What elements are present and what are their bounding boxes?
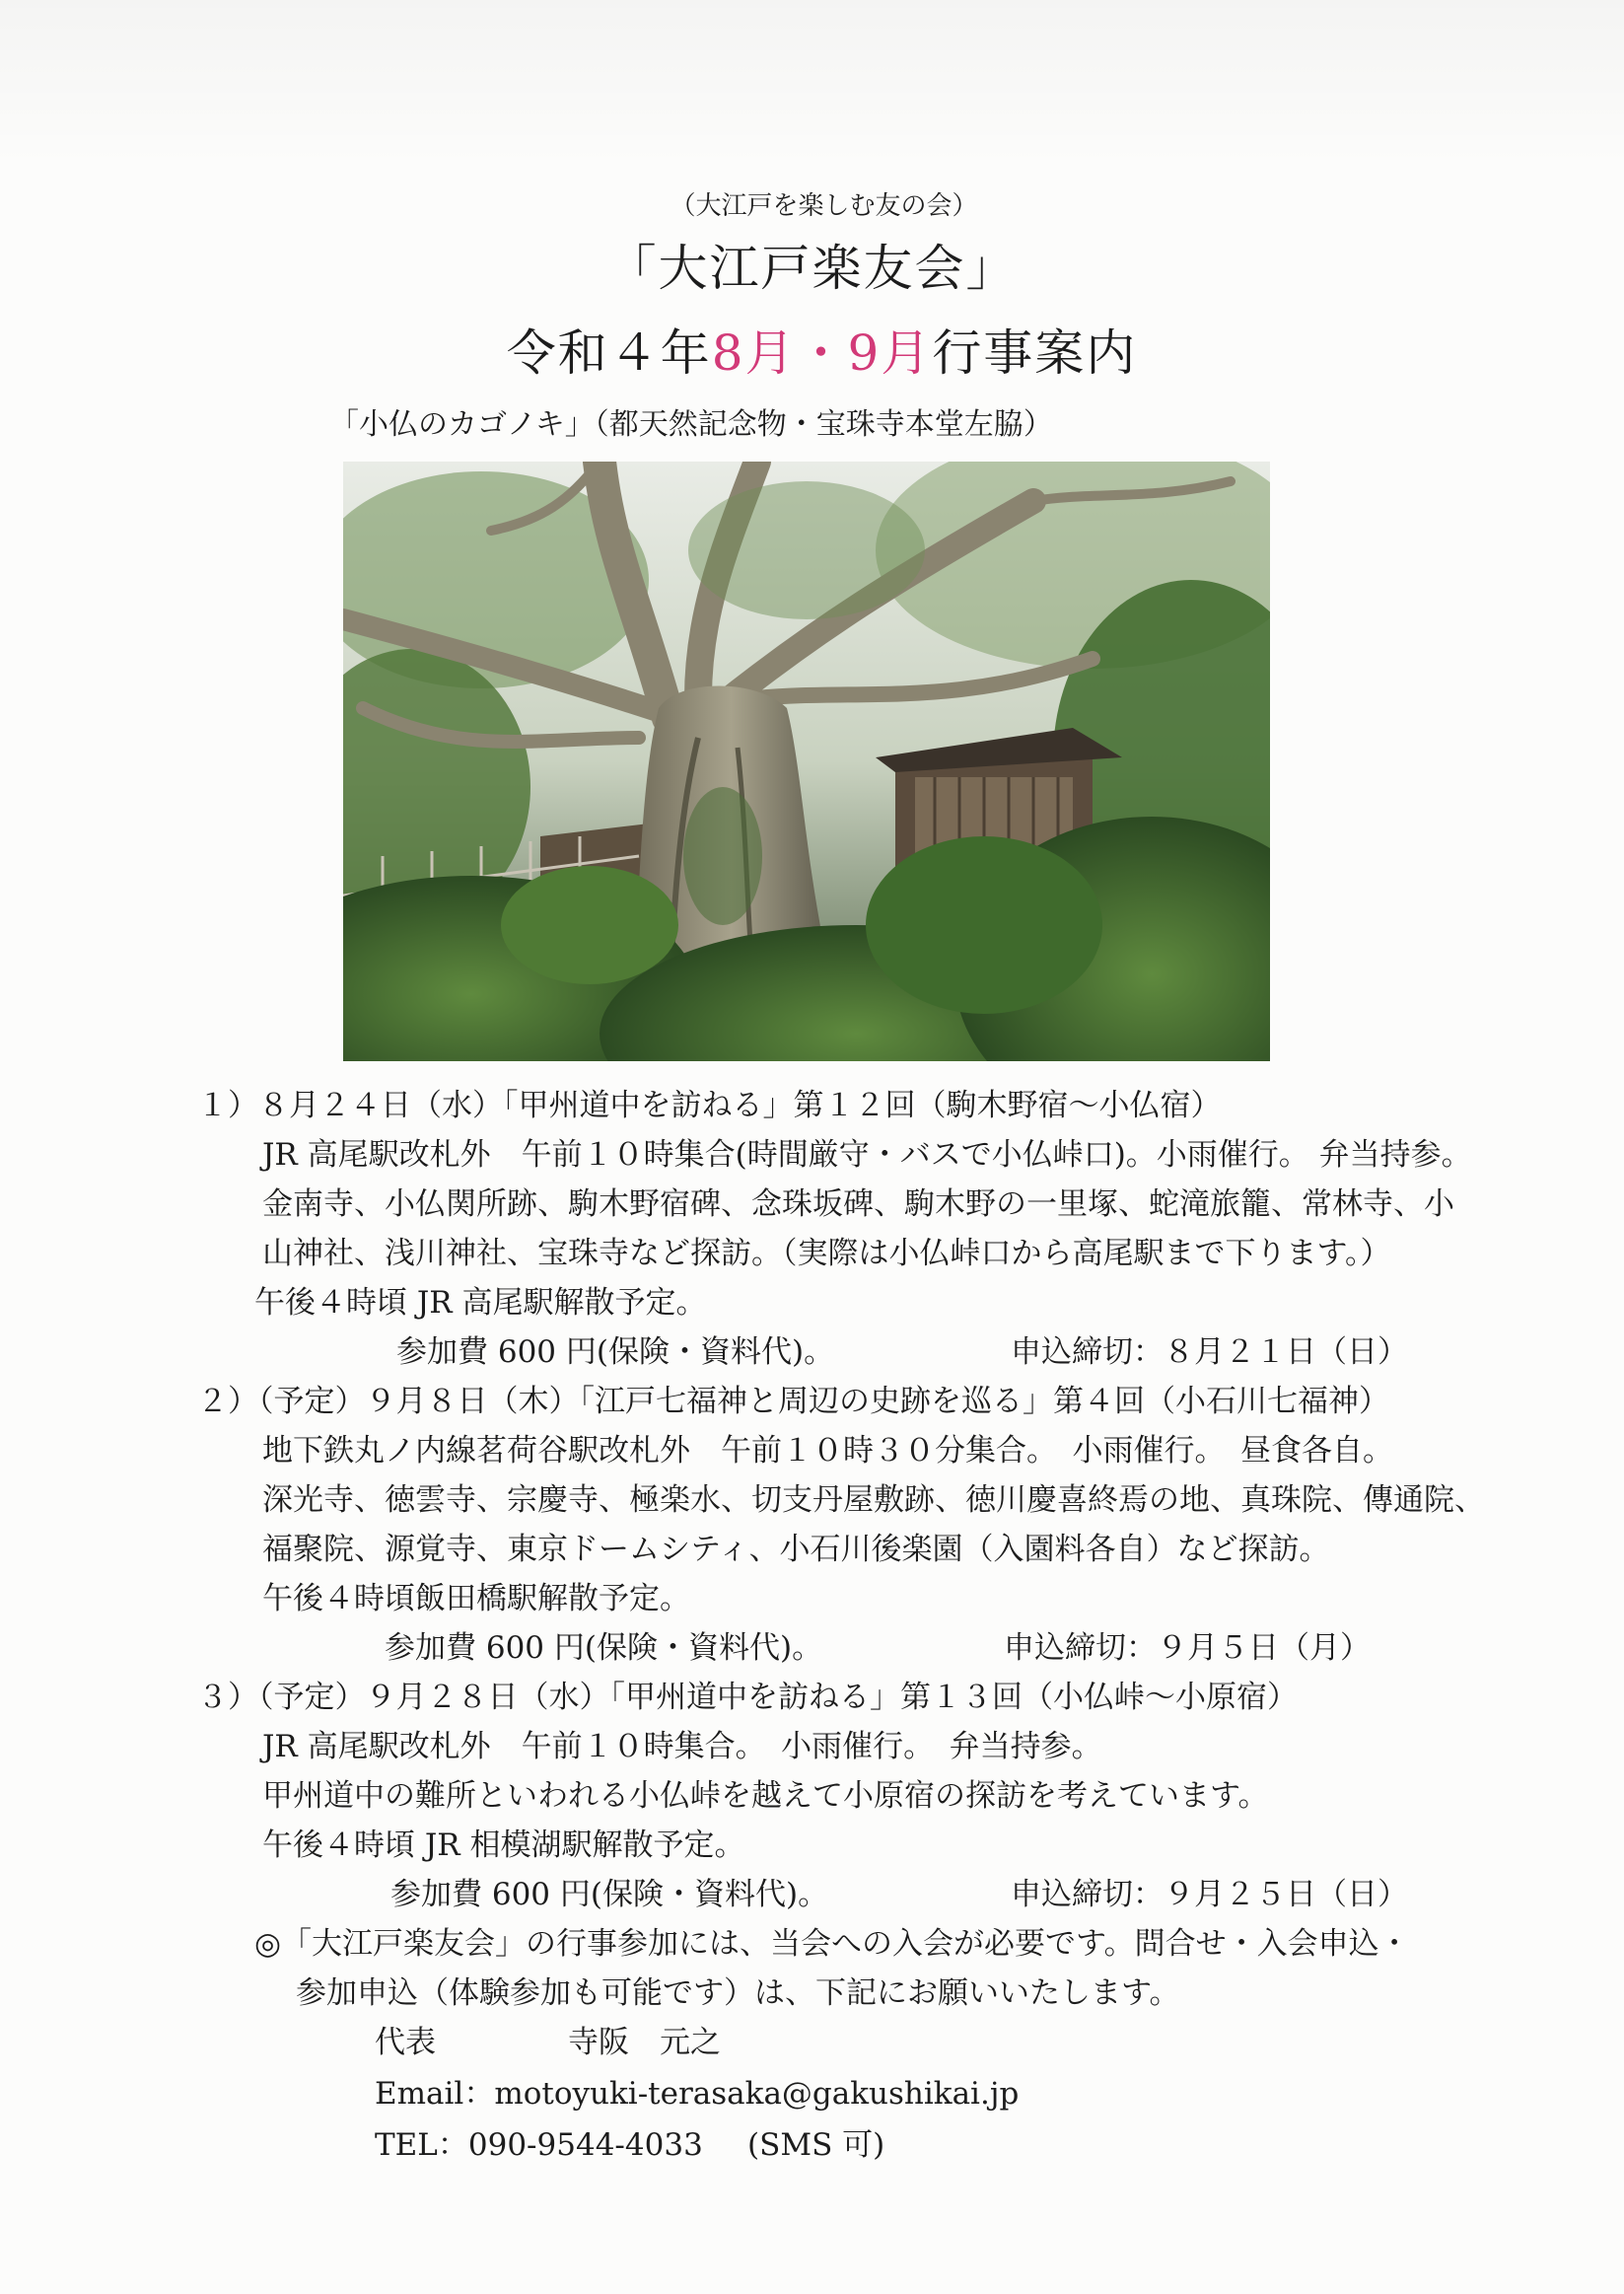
event-2-deadline: 申込締切：９月５日（月） <box>1004 1630 1371 1666</box>
event-1-meeting: JR 高尾駅改札外 午前１０時集合(時間厳守・バスで小仏峠口)。小雨催行。 弁当持参。 <box>262 1137 1472 1173</box>
event-3-dismissal: 午後４時頃 JR 相模湖駅解散予定。 <box>262 1828 745 1863</box>
event-1-places-cont: 山神社、浅川神社、宝珠寺など探訪。（実際は小仏峠口から高尾駅まで下ります。） <box>262 1236 1391 1271</box>
event-2-places-cont: 福聚院、源覚寺、東京ドームシティ、小石川後楽園（入園料各自）など探訪。 <box>262 1532 1330 1567</box>
club-subtitle: （大江戸を楽しむ友の会） <box>670 191 978 221</box>
event-2-places: 深光寺、徳雲寺、宗慶寺、極楽水、切支丹屋敷跡、徳川慶喜終焉の地、真珠院、傳通院、 <box>262 1482 1485 1518</box>
event-2-meeting: 地下鉄丸ノ内線茗荷谷駅改札外 午前１０時３０分集合。 小雨催行。 昼食各自。 <box>262 1433 1393 1469</box>
event-1-fee: 参加費 600 円(保険・資料代)。 <box>396 1334 835 1370</box>
kagonoki-tree-photo <box>343 462 1270 1061</box>
event-2-fee: 参加費 600 円(保険・資料代)。 <box>385 1630 823 1666</box>
event-1-title: １）８月２４日（水）「甲州道中を訪ねる」第１２回（駒木野宿～小仏宿） <box>197 1088 1222 1123</box>
contact-phone: TEL：090-9544-4033 <box>375 2127 703 2163</box>
event-2-title: ２）（予定）９月８日（木）「江戸七福神と周辺の史跡を巡る」第４回（小石川七福神） <box>197 1384 1389 1419</box>
page-heading <box>0 314 1624 385</box>
event-3-fee: 参加費 600 円(保険・資料代)。 <box>390 1877 829 1912</box>
heading-months: 8月・9月 <box>711 324 933 382</box>
event-2-dismissal: 午後４時頃飯田橋駅解散予定。 <box>262 1581 690 1616</box>
membership-notice-cont: 参加申込（体験参加も可能です）は、下記にお願いいたします。 <box>296 1975 1180 2011</box>
contact-email: Email：motoyuki-terasaka@gakushikai.jp <box>375 2076 1020 2112</box>
event-3-plan: 甲州道中の難所といわれる小仏峠を越えて小原宿の探訪を考えています。 <box>262 1778 1269 1814</box>
photo-caption: 「小仏のカゴノキ」（都天然記念物・宝珠寺本堂左脇） <box>329 407 1053 442</box>
representative-name: 寺阪 元之 <box>568 2025 721 2060</box>
event-1-places: 金南寺、小仏関所跡、駒木野宿碑、念珠坂碑、駒木野の一里塚、蛇滝旅籠、常林寺、小 <box>262 1186 1454 1222</box>
event-1-deadline: 申込締切：８月２１日（日） <box>1011 1334 1408 1370</box>
sms-note: (SMS 可) <box>747 2127 885 2163</box>
heading-year: 令和４年 <box>506 324 712 382</box>
event-3-title: ３）（予定）９月２８日（水）「甲州道中を訪ねる」第１３回（小仏峠～小原宿） <box>197 1680 1298 1715</box>
event-3-meeting: JR 高尾駅改札外 午前１０時集合。 小雨催行。 弁当持参。 <box>262 1729 1102 1764</box>
event-1-dismissal: 午後４時頃 JR 高尾駅解散予定。 <box>254 1285 707 1321</box>
club-title: 「大江戸楽友会」 <box>606 240 1018 297</box>
event-3-deadline: 申込締切：９月２５日（日） <box>1011 1877 1408 1912</box>
membership-notice: ◎「大江戸楽友会」の行事参加には、当会への入会が必要です。問合せ・入会申込・ <box>254 1926 1410 1962</box>
representative-label: 代表 <box>375 2025 436 2060</box>
scan-shadow <box>0 0 1624 168</box>
heading-suffix: 行事案内 <box>932 324 1138 382</box>
